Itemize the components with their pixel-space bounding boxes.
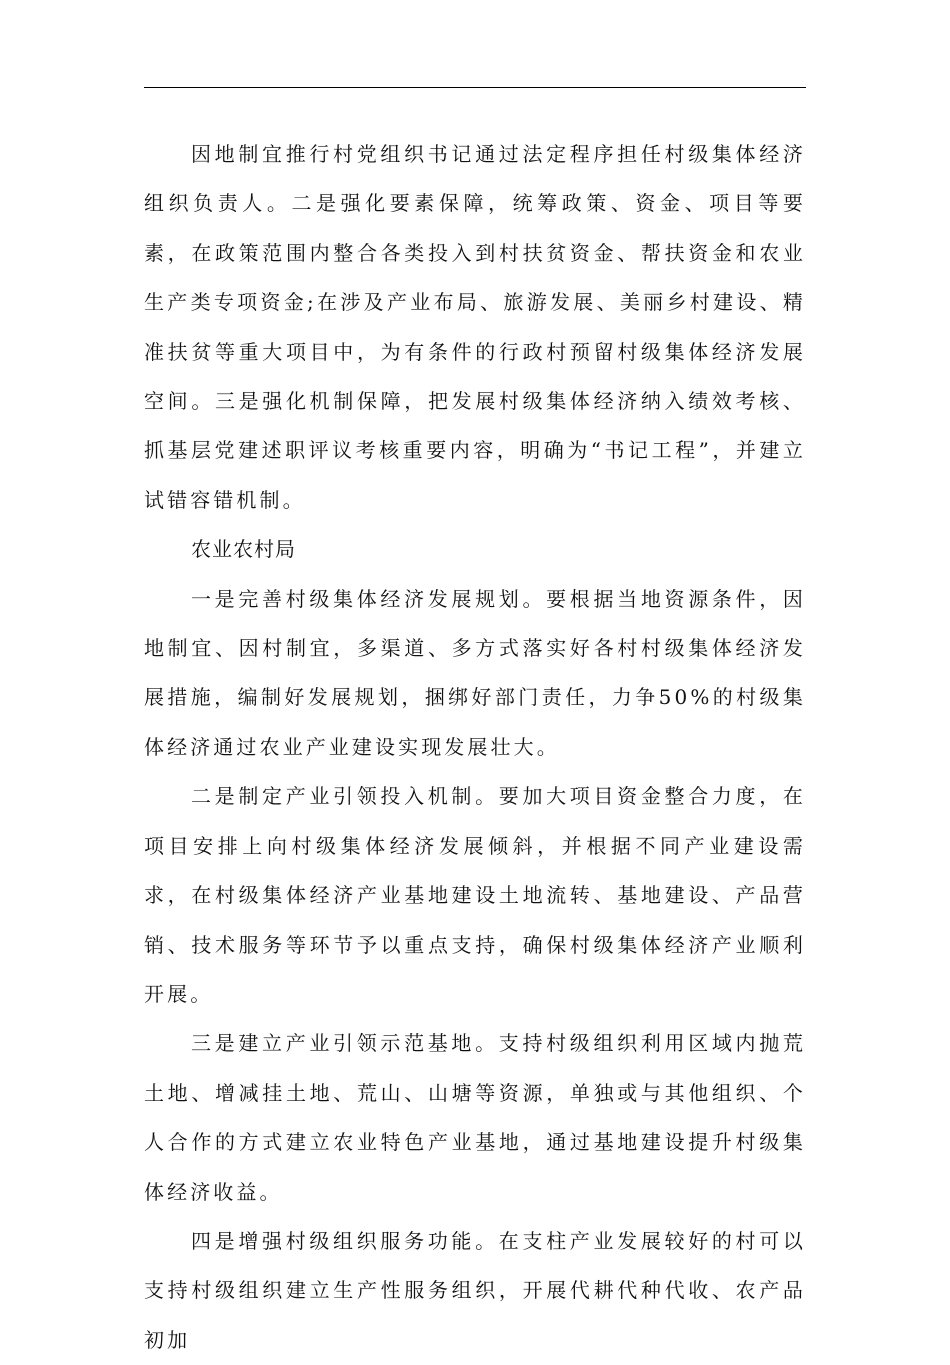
paragraph-planning: 一是完善村级集体经济发展规划。要根据当地资源条件，因地制宜、因村制宜，多渠道、多方式落实好各村村级集体经济发展措施，编制好发展规划，捆绑好部门责任，力争50%的村级集体经济通过农业产业建设实现发展壮大。: [144, 586, 806, 759]
section-heading-agriculture-bureau: 农业农村局: [191, 537, 296, 562]
document-body: [144, 130, 806, 1365]
paragraph-demonstration-base: 三是建立产业引领示范基地。支持村级组织利用区域内抛荒土地、增减挂土地、荒山、山塘等资源，单独或与其他组织、个人合作的方式建立农业特色产业基地，通过基地建设提升村级集体经济收益。: [144, 1031, 806, 1204]
paragraph-guarantees: 因地制宜推行村党组织书记通过法定程序担任村级集体经济组织负责人。二是强化要素保障，统筹政策、资金、项目等要素，在政策范围内整合各类投入到村扶贫资金、帮扶资金和农业生产类专项资金;在涉及产业布局、旅游发展、美丽乡村建设、精准扶贫等重大项目中，为有条件的行政村预留村级集体经济发展空间。三是强化机制保障，把发展村级集体经济纳入绩效考核、抓基层党建述职评议考核重要内容，明确为“书记工程”，并建立试错容错机制。: [144, 142, 806, 512]
header-rule: [144, 87, 806, 88]
paragraph-service-function: 四是增强村级组织服务功能。在支柱产业发展较好的村可以支持村级组织建立生产性服务组织，开展代耕代种代收、农产品初加: [144, 1228, 806, 1352]
paragraph-investment-mechanism: 二是制定产业引领投入机制。要加大项目资金整合力度，在项目安排上向村级集体经济发展倾斜，并根据不同产业建设需求，在村级集体经济产业基地建设土地流转、基地建设、产品营销、技术服务等环节予以重点支持，确保村级集体经济产业顺利开展。: [144, 784, 806, 1006]
